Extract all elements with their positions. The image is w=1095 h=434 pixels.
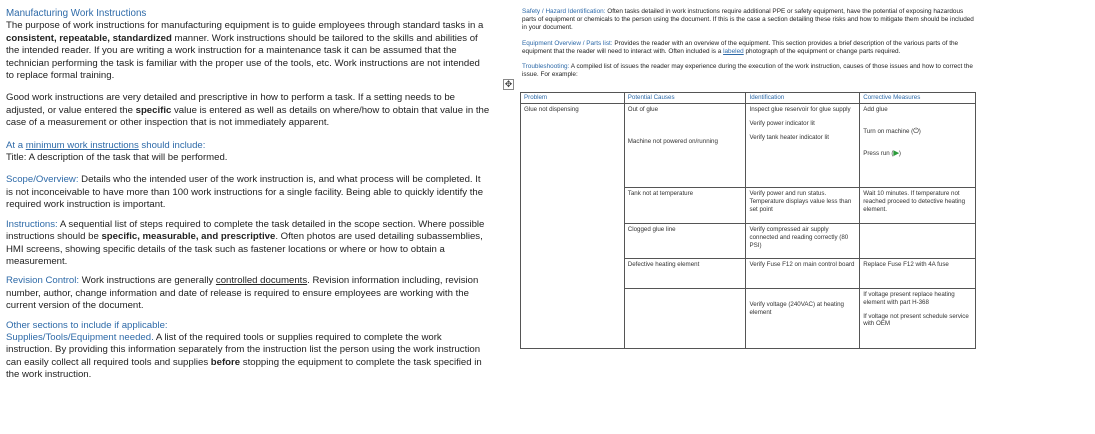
revision-paragraph [6, 275, 490, 312]
cause-clogged: Clogged glue line [624, 224, 746, 259]
equipment-text-2: photograph of the equipment or change parts required. [743, 47, 901, 55]
ident-power-indicator: Verify power indicator lit [749, 119, 815, 127]
ident-voltage-text: Verify voltage (240VAC) at heating element [749, 301, 844, 316]
intro-text-2: manner. Work instructions should be tailored to the skills and abilities of the intended reader. If you are writing a work instruction for a maintenance task it can be assumed that the technician performing the task is familiar with the proper use of the tools, etc. Work instructions are not intended to replace formal training. [6, 32, 480, 82]
measure-replace-element: If voltage present replace heating element with part H-368 [863, 291, 955, 306]
scope-text: Details who the intended user of the work instruction is, and what process will be completed. It is not inconceivable to have more than 100 work instructions for a single facility. Being able to quickly identify the required work instruction is important. [6, 174, 484, 211]
header-causes: Potential Causes [624, 93, 746, 104]
minimum-heading [6, 140, 490, 152]
table-cell [746, 104, 860, 188]
revision-underlined: controlled documents [215, 275, 308, 287]
detail-text-1: Good work instructions are very detailed and prescriptive in how to perform a task. If a setting needs to be adjusted, or value entered the [6, 92, 456, 116]
ident-heater-indicator: Verify tank heater indicator lit [749, 133, 829, 141]
ident-compressed-air: Verify compressed air supply connected and reading correctly (80 PSI) [746, 224, 860, 259]
table-row [521, 104, 976, 188]
detail-paragraph [6, 92, 490, 129]
measure-add-glue: Add glue [863, 106, 888, 113]
ident-voltage [746, 289, 860, 349]
minimum-heading-pre: At a [6, 139, 26, 151]
minimum-heading-underlined: minimum work instructions [25, 139, 139, 151]
equipment-text: Provides the reader with an overview of the equipment. This section provides a brief description of the various parts of the equipment that the reader will need to interact with. Often included is a [522, 39, 959, 55]
cause-heating-element: Defective heating element [624, 259, 746, 289]
intro-bold: consistent, repeatable, standardized [6, 32, 172, 44]
safety-label: Safety / Hazard Identification: [522, 8, 606, 15]
right-column [522, 8, 976, 79]
supplies-text-2: stopping the equipment to complete the task specified in the work instruction. [6, 356, 482, 381]
measure-turn-on [863, 128, 972, 136]
revision-label: Revision Control: [6, 275, 80, 287]
equipment-label: Equipment Overview / Parts list: [522, 39, 613, 47]
power-icon: ⏻ [913, 127, 919, 135]
revision-text-2: . Revision information including, revision number, author, change information and date of release is required to ensure employees are working with the current version of the document. [6, 275, 479, 312]
safety-text: Often tasks detailed in work instructions require additional PPE or safety equipment, have the potential of exposing hazardous parts of equipment or chemicals to the person using the document. If this is the case a section detailing these risks and how to mitigate them should be included in your document. [522, 8, 974, 32]
table-cell [860, 289, 976, 349]
revision-text-1: Work instructions are generally [79, 275, 216, 287]
cause-out-of-glue: Out of glue [627, 106, 659, 113]
intro-paragraph [6, 20, 490, 82]
instructions-text-1: A sequential list of steps required to complete the task detailed in the scope section. Where possible instructions should be [6, 218, 485, 243]
troubleshooting-label: Troubleshooting: [522, 63, 570, 71]
minimum-heading-post: should include: [138, 139, 206, 151]
table-cell [624, 104, 746, 188]
turn-on-close: ) [918, 127, 921, 135]
document-heading: Manufacturing Work Instructions [6, 8, 147, 19]
supplies-text-1: A list of the required tools or supplies required to complete the work instruction. By providing this information separately from the instruction list the person using the work instruction can easily collect all required tools and supplies [6, 331, 481, 368]
troubleshooting-text: A compiled list of issues the reader may experience during the execution of the work instruction, causes of those issues and how to correct the issue. For example: [522, 63, 973, 79]
troubleshooting-paragraph [522, 63, 976, 79]
instructions-paragraph [6, 219, 490, 269]
other-sections-heading: Other sections to include if applicable: [6, 319, 168, 331]
header-identification: Identification [746, 93, 860, 104]
turn-on-text: Turn on machine ( [863, 127, 914, 135]
labeled-link[interactable]: labeled [723, 47, 744, 55]
header-problem: Problem [521, 93, 625, 104]
detail-text-2: value is entered as well as details on where/how to obtain that value in the case of a measurement or other inspection that is not immediately apparent. [6, 104, 490, 129]
table-header-row [521, 93, 976, 104]
ident-reservoir: Inspect glue reservoir for glue supply [749, 106, 851, 113]
ident-fuse: Verify Fuse F12 on main control board [746, 259, 860, 289]
measure-fuse: Replace Fuse F12 with 4A fuse [860, 259, 976, 289]
press-run-text: Press run ( [863, 149, 894, 157]
scope-paragraph [6, 174, 490, 211]
table-cell [860, 104, 976, 188]
detail-bold: specific [135, 104, 172, 116]
cause-temperature: Tank not at temperature [624, 188, 746, 224]
table-move-handle-icon[interactable]: ✥ [504, 79, 513, 89]
troubleshooting-table [520, 92, 976, 349]
measure-press-run [863, 150, 972, 158]
left-column [6, 8, 490, 382]
equipment-paragraph [522, 40, 976, 56]
ident-temperature: Verify power and run status. Temperature displays value less than set point [746, 188, 860, 224]
table-cell [860, 224, 976, 259]
supplies-bold: before [210, 356, 241, 368]
press-run-close: ) [898, 149, 901, 157]
cause-not-powered: Machine not powered on/running [627, 137, 718, 145]
supplies-label: Supplies/Tools/Equipment needed. [6, 331, 154, 343]
play-icon: ▶ [893, 149, 899, 157]
supplies-paragraph [6, 332, 490, 382]
instructions-label: Instructions: [6, 218, 58, 230]
scope-label: Scope/Overview: [6, 174, 79, 186]
instructions-text-2: . Often photos are used detailing subassemblies, HMI screens, showing specific details of the task such as fastener locations or where or how to obtain a measurement. [6, 231, 483, 267]
intro-text-1: The purpose of work instructions for manufacturing equipment is to guide employees through standard tasks in a [6, 20, 484, 32]
measure-schedule-service: If voltage not present schedule service with OEM [863, 312, 969, 328]
measure-wait: Wait 10 minutes. If temperature not reached proceed to detective heating element. [860, 188, 976, 224]
header-measures: Corrective Measures [860, 93, 976, 104]
title-item: Title: A description of the task that will be performed. [6, 152, 228, 164]
table-cell [624, 289, 746, 349]
safety-paragraph [522, 8, 976, 33]
problem-cell: Glue not dispensing [521, 104, 625, 349]
instructions-bold: specific, measurable, and prescriptive [101, 231, 276, 243]
